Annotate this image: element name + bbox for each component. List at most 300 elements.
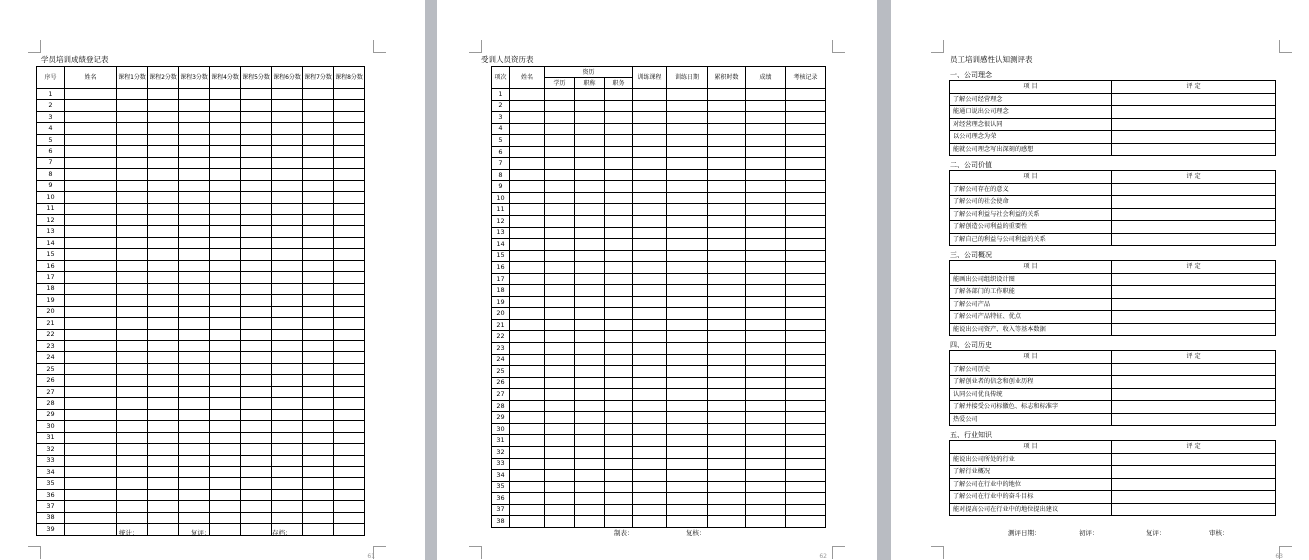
table-cell [786, 389, 826, 401]
table-cell [575, 458, 605, 470]
table-row [37, 146, 365, 157]
table-cell [241, 260, 272, 271]
table-cell [117, 283, 148, 294]
table-cell [545, 192, 575, 204]
table-cell [65, 363, 117, 374]
table-cell [605, 285, 633, 297]
table-cell [633, 308, 667, 320]
table-row [37, 489, 365, 500]
table-cell [667, 100, 708, 112]
table-cell [179, 466, 210, 477]
row-number: 25 [37, 363, 65, 374]
table-cell [575, 285, 605, 297]
table-cell [179, 260, 210, 271]
row-number: 32 [492, 446, 510, 458]
table-cell [241, 524, 272, 535]
table-cell [179, 249, 210, 260]
table-cell [708, 458, 746, 470]
table-cell [210, 214, 241, 225]
table-cell [241, 89, 272, 100]
eval-cell [1112, 491, 1276, 504]
table-row [492, 389, 826, 401]
table-cell [746, 239, 786, 251]
table-cell [746, 262, 786, 274]
section-heading: 三、公司概况 [950, 251, 992, 259]
table-cell [334, 192, 365, 203]
table-cell [633, 250, 667, 262]
table-cell [605, 377, 633, 389]
table-cell [179, 89, 210, 100]
item-label: 能通口说出公司理念 [950, 106, 1112, 119]
table-cell [667, 400, 708, 412]
table-cell [117, 352, 148, 363]
table-cell [65, 329, 117, 340]
table-cell [303, 111, 334, 122]
table-cell [179, 214, 210, 225]
table-cell [510, 470, 545, 482]
table-cell [117, 455, 148, 466]
table-cell [667, 296, 708, 308]
table-cell [334, 466, 365, 477]
table-cell [605, 112, 633, 124]
table-cell [545, 435, 575, 447]
table-cell [786, 204, 826, 216]
row-number: 10 [492, 192, 510, 204]
table-cell [605, 192, 633, 204]
table-cell [148, 180, 179, 191]
table-cell [148, 146, 179, 157]
table-cell [148, 340, 179, 351]
table-cell [510, 481, 545, 493]
table-cell [334, 444, 365, 455]
eval-cell [1112, 478, 1276, 491]
table-cell [272, 409, 303, 420]
table-cell [667, 146, 708, 158]
table-cell [148, 409, 179, 420]
table-cell [746, 158, 786, 170]
table-row [37, 501, 365, 512]
table-cell [272, 180, 303, 191]
table-cell [605, 146, 633, 158]
row-number: 31 [37, 432, 65, 443]
table-cell [545, 389, 575, 401]
table-cell [633, 89, 667, 101]
table-cell [334, 123, 365, 134]
table-cell [746, 146, 786, 158]
table-cell [545, 169, 575, 181]
table-cell [605, 343, 633, 355]
evaluation-table [949, 170, 1276, 246]
table-cell [746, 89, 786, 101]
col-eval: 评 定 [1112, 351, 1276, 364]
table-cell [605, 331, 633, 343]
table-cell [708, 354, 746, 366]
table-row [492, 516, 826, 528]
table-cell [605, 504, 633, 516]
table-cell [65, 421, 117, 432]
table-cell [179, 421, 210, 432]
table-cell [708, 112, 746, 124]
table-cell [746, 343, 786, 355]
table-cell [786, 158, 826, 170]
col-header: 课程4分数 [210, 67, 241, 89]
table-cell [117, 329, 148, 340]
table-cell [303, 409, 334, 420]
table-row [492, 354, 826, 366]
col-eval: 评 定 [1112, 81, 1276, 94]
table-row [37, 260, 365, 271]
table-cell [65, 489, 117, 500]
table-cell [179, 386, 210, 397]
table-cell [65, 352, 117, 363]
row-number: 18 [37, 283, 65, 294]
item-label: 了解行业概况 [950, 466, 1112, 479]
eval-cell [1112, 233, 1276, 246]
table-cell [148, 283, 179, 294]
table-cell [575, 366, 605, 378]
table-row [492, 377, 826, 389]
table-cell [575, 400, 605, 412]
row-number: 7 [492, 158, 510, 170]
table-cell [179, 375, 210, 386]
eval-cell [1112, 131, 1276, 144]
table-cell [65, 180, 117, 191]
row-number: 1 [492, 89, 510, 101]
row-number: 7 [37, 157, 65, 168]
table-row [950, 453, 1276, 466]
table-row [950, 196, 1276, 209]
table-cell [117, 444, 148, 455]
page-title: 受训人员资历表 [481, 55, 534, 64]
table-cell [510, 446, 545, 458]
table-cell [708, 169, 746, 181]
footer-maker: 制表： [614, 529, 634, 537]
table-cell [605, 123, 633, 135]
table-row [950, 401, 1276, 414]
table-cell [117, 501, 148, 512]
table-cell [303, 146, 334, 157]
table-cell [545, 112, 575, 124]
col-resume: 资历 [545, 67, 633, 78]
evaluation-table [949, 260, 1276, 336]
table-cell [545, 331, 575, 343]
row-number: 6 [37, 146, 65, 157]
table-cell [575, 343, 605, 355]
table-cell [575, 135, 605, 147]
footer-review: 复评： [191, 529, 211, 537]
col-item: 项 目 [950, 351, 1112, 364]
table-cell [210, 169, 241, 180]
table-cell [633, 192, 667, 204]
footer-check: 复核： [686, 529, 706, 537]
table-cell [633, 354, 667, 366]
table-cell [179, 329, 210, 340]
table-cell [746, 181, 786, 193]
item-label: 了解公司的社会使命 [950, 196, 1112, 209]
table-cell [708, 423, 746, 435]
table-cell [545, 319, 575, 331]
item-label: 了解公司历史 [950, 363, 1112, 376]
table-cell [746, 493, 786, 505]
table-row [37, 157, 365, 168]
table-cell [272, 455, 303, 466]
table-cell [633, 285, 667, 297]
footer-initial: 初评： [1079, 529, 1099, 537]
table-cell [303, 203, 334, 214]
col-hours: 累积时数 [708, 67, 746, 89]
table-row [37, 478, 365, 489]
item-label: 对经营理念很认同 [950, 118, 1112, 131]
table-cell [148, 318, 179, 329]
row-number: 2 [492, 100, 510, 112]
table-cell [786, 366, 826, 378]
table-cell [303, 100, 334, 111]
eval-cell [1112, 273, 1276, 286]
table-cell [148, 329, 179, 340]
table-cell [545, 366, 575, 378]
table-cell [605, 458, 633, 470]
table-cell [334, 352, 365, 363]
table-cell [746, 389, 786, 401]
table-cell [633, 158, 667, 170]
table-cell [605, 181, 633, 193]
table-cell [667, 504, 708, 516]
table-cell [117, 180, 148, 191]
table-cell [605, 216, 633, 228]
table-cell [241, 134, 272, 145]
table-cell [545, 504, 575, 516]
table-cell [334, 134, 365, 145]
table-cell [272, 146, 303, 157]
table-cell [667, 204, 708, 216]
table-cell [117, 398, 148, 409]
row-number: 2 [37, 100, 65, 111]
table-cell [117, 363, 148, 374]
table-cell [667, 412, 708, 424]
table-cell [786, 377, 826, 389]
table-cell [575, 250, 605, 262]
table-cell [241, 169, 272, 180]
table-cell [179, 318, 210, 329]
eval-cell [1112, 106, 1276, 119]
table-cell [334, 111, 365, 122]
table-cell [545, 446, 575, 458]
table-cell [272, 501, 303, 512]
row-number: 12 [37, 214, 65, 225]
table-cell [148, 306, 179, 317]
table-row [492, 458, 826, 470]
table-cell [605, 239, 633, 251]
table-cell [510, 239, 545, 251]
table-row [492, 273, 826, 285]
table-cell [241, 249, 272, 260]
row-number: 36 [492, 493, 510, 505]
table-cell [179, 409, 210, 420]
table-cell [117, 169, 148, 180]
table-cell [633, 400, 667, 412]
table-cell [575, 446, 605, 458]
table-row [492, 285, 826, 297]
table-row [37, 432, 365, 443]
table-row [492, 262, 826, 274]
table-cell [117, 111, 148, 122]
eval-cell [1112, 183, 1276, 196]
table-cell [210, 398, 241, 409]
table-cell [510, 169, 545, 181]
table-cell [786, 493, 826, 505]
table-cell [746, 366, 786, 378]
table-cell [746, 192, 786, 204]
table-cell [272, 444, 303, 455]
col-seq: 项次 [492, 67, 510, 89]
table-cell [117, 386, 148, 397]
table-cell [272, 203, 303, 214]
table-cell [746, 169, 786, 181]
table-cell [667, 446, 708, 458]
table-cell [708, 216, 746, 228]
table-cell [334, 283, 365, 294]
table-cell [746, 216, 786, 228]
table-cell [241, 237, 272, 248]
table-cell [510, 285, 545, 297]
table-cell [545, 100, 575, 112]
table-cell [575, 331, 605, 343]
table-cell [708, 343, 746, 355]
table-row [37, 512, 365, 523]
table-row [37, 169, 365, 180]
table-cell [272, 123, 303, 134]
row-number: 30 [37, 421, 65, 432]
table-cell [179, 134, 210, 145]
table-cell [746, 435, 786, 447]
table-cell [633, 504, 667, 516]
table-cell [148, 524, 179, 535]
table-cell [65, 340, 117, 351]
table-cell [633, 343, 667, 355]
table-cell [633, 181, 667, 193]
table-cell [65, 111, 117, 122]
table-cell [510, 412, 545, 424]
table-cell [303, 157, 334, 168]
table-cell [575, 123, 605, 135]
table-cell [210, 409, 241, 420]
row-number: 8 [492, 169, 510, 181]
table-cell [241, 214, 272, 225]
row-number: 38 [492, 516, 510, 528]
row-number: 31 [492, 435, 510, 447]
table-cell [605, 423, 633, 435]
table-cell [786, 112, 826, 124]
table-cell [708, 135, 746, 147]
table-cell [708, 181, 746, 193]
col-header: 姓名 [65, 67, 117, 89]
table-cell [786, 400, 826, 412]
table-cell [210, 134, 241, 145]
table-cell [179, 340, 210, 351]
table-cell [210, 226, 241, 237]
table-row [37, 226, 365, 237]
eval-cell [1112, 298, 1276, 311]
table-cell [148, 363, 179, 374]
table-cell [303, 363, 334, 374]
row-number: 5 [492, 135, 510, 147]
table-cell [545, 423, 575, 435]
table-row [37, 306, 365, 317]
eval-cell [1112, 453, 1276, 466]
table-cell [272, 352, 303, 363]
table-cell [334, 398, 365, 409]
table-cell [605, 262, 633, 274]
table-cell [633, 423, 667, 435]
table-row [492, 112, 826, 124]
table-cell [272, 398, 303, 409]
table-cell [65, 237, 117, 248]
table-cell [633, 435, 667, 447]
table-cell [708, 319, 746, 331]
table-cell [510, 204, 545, 216]
table-cell [510, 319, 545, 331]
table-cell [605, 470, 633, 482]
table-cell [708, 250, 746, 262]
table-row [37, 111, 365, 122]
table-cell [65, 444, 117, 455]
table-cell [117, 146, 148, 157]
col-score: 成绩 [746, 67, 786, 89]
table-cell [210, 352, 241, 363]
col-education: 学历 [545, 78, 575, 89]
table-cell [303, 169, 334, 180]
table-cell [334, 363, 365, 374]
table-cell [272, 306, 303, 317]
table-cell [272, 466, 303, 477]
table-cell [210, 386, 241, 397]
table-cell [605, 169, 633, 181]
table-cell [303, 89, 334, 100]
table-cell [746, 250, 786, 262]
table-cell [575, 216, 605, 228]
table-cell [605, 100, 633, 112]
table-cell [708, 146, 746, 158]
table-cell [241, 501, 272, 512]
table-cell [148, 192, 179, 203]
table-cell [241, 375, 272, 386]
table-cell [210, 89, 241, 100]
table-cell [786, 146, 826, 158]
table-cell [786, 504, 826, 516]
table-row [492, 319, 826, 331]
table-row [492, 216, 826, 228]
col-item: 项 目 [950, 171, 1112, 184]
table-cell [545, 481, 575, 493]
table-cell [303, 214, 334, 225]
table-cell [667, 89, 708, 101]
table-row [492, 331, 826, 343]
col-header: 课程8分数 [334, 67, 365, 89]
table-cell [179, 444, 210, 455]
table-row [950, 363, 1276, 376]
table-row [492, 100, 826, 112]
table-cell [605, 319, 633, 331]
page-2 [437, 0, 877, 560]
resume-table [491, 66, 826, 528]
table-cell [667, 435, 708, 447]
table-cell [510, 366, 545, 378]
table-cell [148, 100, 179, 111]
table-cell [510, 100, 545, 112]
table-cell [786, 239, 826, 251]
table-cell [334, 409, 365, 420]
table-cell [65, 295, 117, 306]
